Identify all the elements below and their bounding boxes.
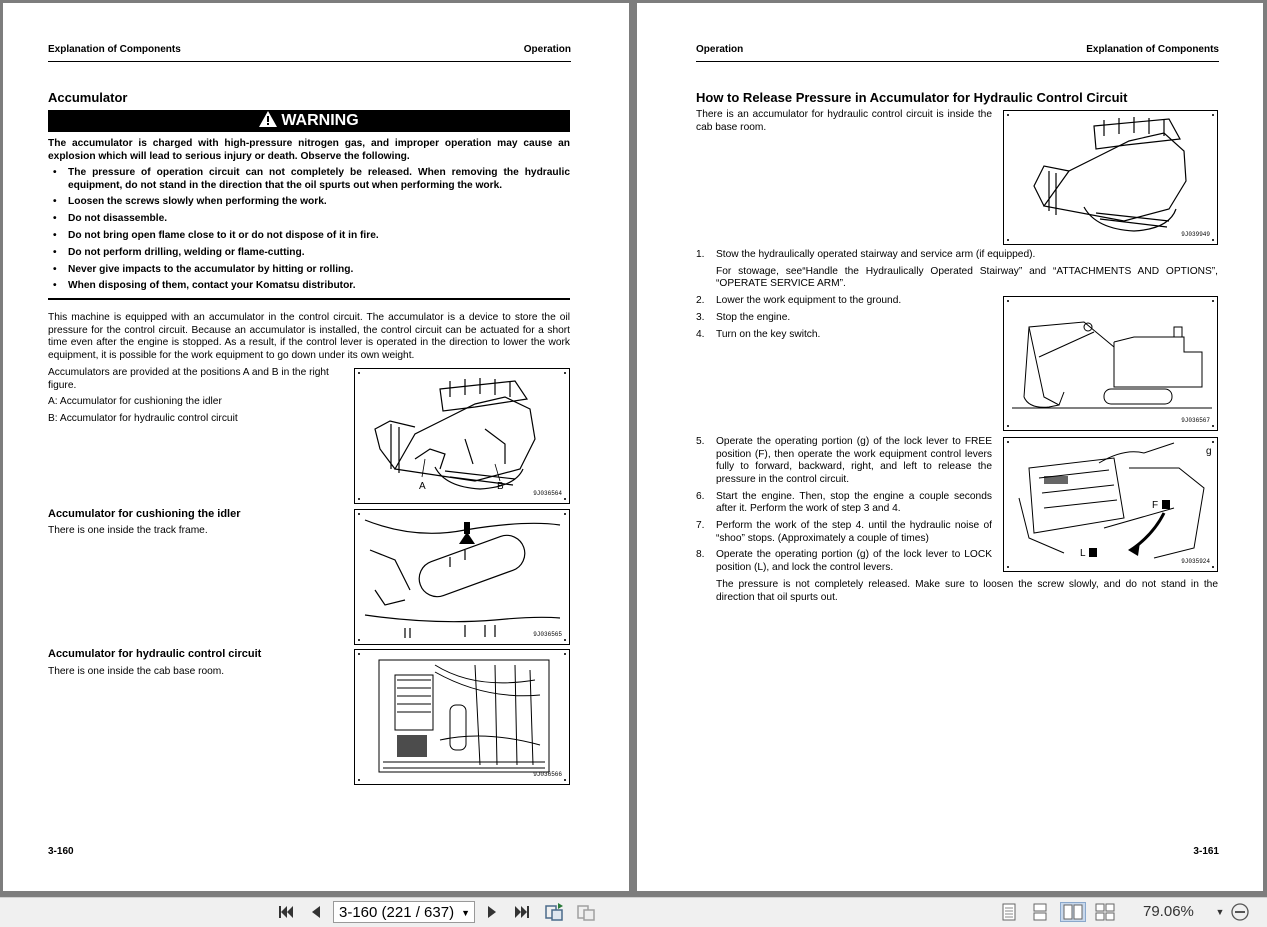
subsection-title: Accumulator for cushioning the idler	[48, 508, 241, 520]
figure-idler-accumulator	[354, 509, 570, 645]
positions-text: Accumulators are provided at the positions A and B in the right figure.	[48, 367, 329, 391]
step-text: Perform the work of the step 4. until the hydraulic noise of “shoo” stops. (Approximately a couple of times)	[716, 519, 992, 544]
zoom-dropdown-icon[interactable]: ▼	[1215, 907, 1225, 917]
warning-item: • Loosen the screws slowly when performing the work.	[48, 196, 570, 209]
zoom-level[interactable]	[1143, 902, 1194, 922]
body-paragraph: This machine is equipped with an accumulator in the control circuit. The accumulator is a device to store the oil pressure for the control circuit. Because an accumulator is installed, the control circuit can be actuated for a short time even after the engine is stopped. As a result, if the control lever is operated in the direction to lower the work equipment, it is possible for the work equipment to go down under its own weight.	[48, 312, 570, 361]
prev-page-icon[interactable]	[306, 902, 326, 922]
step-item	[696, 549, 992, 574]
prev-view-icon[interactable]	[543, 902, 567, 922]
figure-lowered-equipment	[1003, 296, 1218, 431]
subsection-text: There is one inside the track frame.	[48, 525, 208, 536]
step-note-text: For stowage, see“Handle the Hydraulically Operated Stairway” and “ATTACHMENTS AND OPTIONS”, “OPERATE SERVICE ARM”.	[716, 265, 1218, 290]
label-l: L	[1080, 548, 1086, 559]
warning-intro: The accumulator is charged with high-pressure nitrogen gas, and improper operation may cause an explosion which will lead to serious injury or death. Observe the following.	[48, 138, 570, 162]
label-g: g	[1206, 446, 1212, 457]
excavator-illustration	[355, 369, 570, 504]
figure-machine-view	[1003, 110, 1218, 245]
excavator-side-illustration	[1004, 297, 1218, 431]
figure-code: 9J036567	[1181, 417, 1210, 424]
subsection-title: Accumulator for hydraulic control circuit	[48, 648, 262, 660]
figure-code: 9J035924	[1181, 558, 1210, 565]
chevron-down-icon[interactable]: ▼	[461, 908, 470, 918]
warning-item: • Do not perform drilling, welding or flame-cutting.	[48, 247, 570, 260]
step-text: Lower the work equipment to the ground.	[716, 295, 902, 306]
steps-list-top	[696, 249, 1218, 291]
zoom-value: 79.06%	[1143, 903, 1194, 920]
position-b-text: B: Accumulator for hydraulic control circuit	[48, 413, 238, 424]
step-number: 6.	[696, 490, 705, 502]
warning-bottom-rule	[48, 298, 570, 300]
running-header	[48, 44, 571, 62]
step-number: 2.	[696, 295, 705, 306]
step-text: Turn on the key switch.	[716, 328, 821, 340]
step-item	[696, 436, 992, 486]
step-item	[696, 329, 996, 342]
step-note-text: The pressure is not completely released. Make sure to loosen the screw slowly, and do not stand in the direction that oil spurts out.	[716, 579, 1218, 603]
warning-list	[48, 167, 570, 297]
label-b: B	[497, 481, 504, 492]
next-page-icon[interactable]	[482, 902, 502, 922]
steps-list-bottom	[696, 436, 992, 575]
viewer-toolbar	[0, 897, 1267, 927]
warning-label: WARNING	[281, 112, 359, 129]
subsection-text: There is one inside the cab base room.	[48, 666, 225, 677]
intro-text: There is an accumulator for hydraulic control circuit is inside the cab base room.	[696, 109, 992, 133]
facing-icon[interactable]	[1060, 902, 1086, 922]
step-text: Start the engine. Then, stop the engine a couple seconds after it. Perform the work of step 3 and 4.	[716, 490, 992, 515]
label-f: F	[1152, 500, 1159, 511]
page-number-field[interactable]	[333, 901, 475, 923]
step-number: 4.	[696, 328, 705, 340]
figure-lock-lever	[1003, 437, 1218, 572]
zoom-out-icon[interactable]	[1230, 902, 1250, 922]
header-right: Explanation of Components	[1086, 44, 1219, 55]
continuous-icon[interactable]	[1030, 902, 1050, 922]
idler-accumulator-illustration	[355, 510, 570, 645]
continuous-facing-icon[interactable]	[1094, 902, 1116, 922]
label-a: A	[419, 481, 426, 492]
excavator-illustration	[1004, 111, 1218, 245]
step-number: 1.	[696, 249, 705, 260]
first-page-icon[interactable]	[276, 902, 296, 922]
page-number: 3-160	[48, 846, 74, 857]
header-right: Operation	[523, 44, 571, 55]
step-text: Stop the engine.	[716, 311, 791, 323]
warning-banner	[48, 110, 570, 132]
steps-list-middle	[696, 295, 996, 341]
figure-machine-overview	[354, 368, 570, 504]
position-a-text: A: Accumulator for cushioning the idler	[48, 396, 222, 407]
step-item	[696, 520, 992, 545]
last-page-icon[interactable]	[512, 902, 532, 922]
figure-code: 9J036566	[533, 771, 562, 778]
step-item	[696, 312, 996, 325]
figure-code: 9J036564	[533, 490, 562, 497]
step-number: 5.	[696, 436, 705, 447]
warning-item: • Never give impacts to the accumulator by hitting or rolling.	[48, 264, 570, 277]
figure-code: 9J036565	[533, 631, 562, 638]
step-text: Operate the operating portion (g) of the lock lever to FREE position (F), then operate the work equipment control levers fully to forward, backward, right, and left to release the pressure in the control circuit.	[716, 436, 992, 485]
figure-code: 9J039949	[1181, 231, 1210, 238]
page-number: 3-161	[1193, 846, 1219, 857]
step-item	[696, 295, 996, 308]
warning-item: • Do not bring open flame close to it or do not dispose of it in fire.	[48, 230, 570, 243]
single-page-icon[interactable]	[999, 902, 1019, 922]
section-title: How to Release Pressure in Accumulator for Hydraulic Control Circuit	[696, 90, 1128, 105]
next-view-icon[interactable]	[575, 902, 599, 922]
cab-base-illustration	[355, 650, 570, 785]
step-number: 3.	[696, 311, 705, 323]
warning-item: • When disposing of them, contact your Komatsu distributor.	[48, 280, 570, 293]
step-number: 7.	[696, 519, 705, 531]
header-left: Explanation of Components	[48, 44, 181, 55]
warning-triangle-icon	[259, 111, 277, 127]
page-left	[3, 3, 629, 891]
warning-item: • Do not disassemble.	[48, 213, 570, 226]
section-title: Accumulator	[48, 90, 128, 105]
running-header	[696, 44, 1219, 62]
step-note	[696, 266, 1218, 291]
step-number: 8.	[696, 549, 705, 561]
step-text: Operate the operating portion (g) of the lock lever to LOCK position (L), and lock the control levers.	[716, 549, 992, 573]
step-text: Stow the hydraulically operated stairway and service arm (if equipped).	[716, 249, 1036, 260]
step-item	[696, 491, 992, 516]
header-left: Operation	[696, 44, 744, 55]
warning-item: • The pressure of operation circuit can not completely be released. When removing the hydraulic equipment, do not stand in the direction that the oil spurts out when performing the work.	[48, 167, 570, 192]
figure-cab-base-accumulator	[354, 649, 570, 785]
step-item	[696, 249, 1218, 262]
lock-lever-illustration	[1004, 438, 1218, 572]
page-number-value: 3-160 (221 / 637)	[339, 904, 455, 921]
page-right	[637, 3, 1263, 891]
